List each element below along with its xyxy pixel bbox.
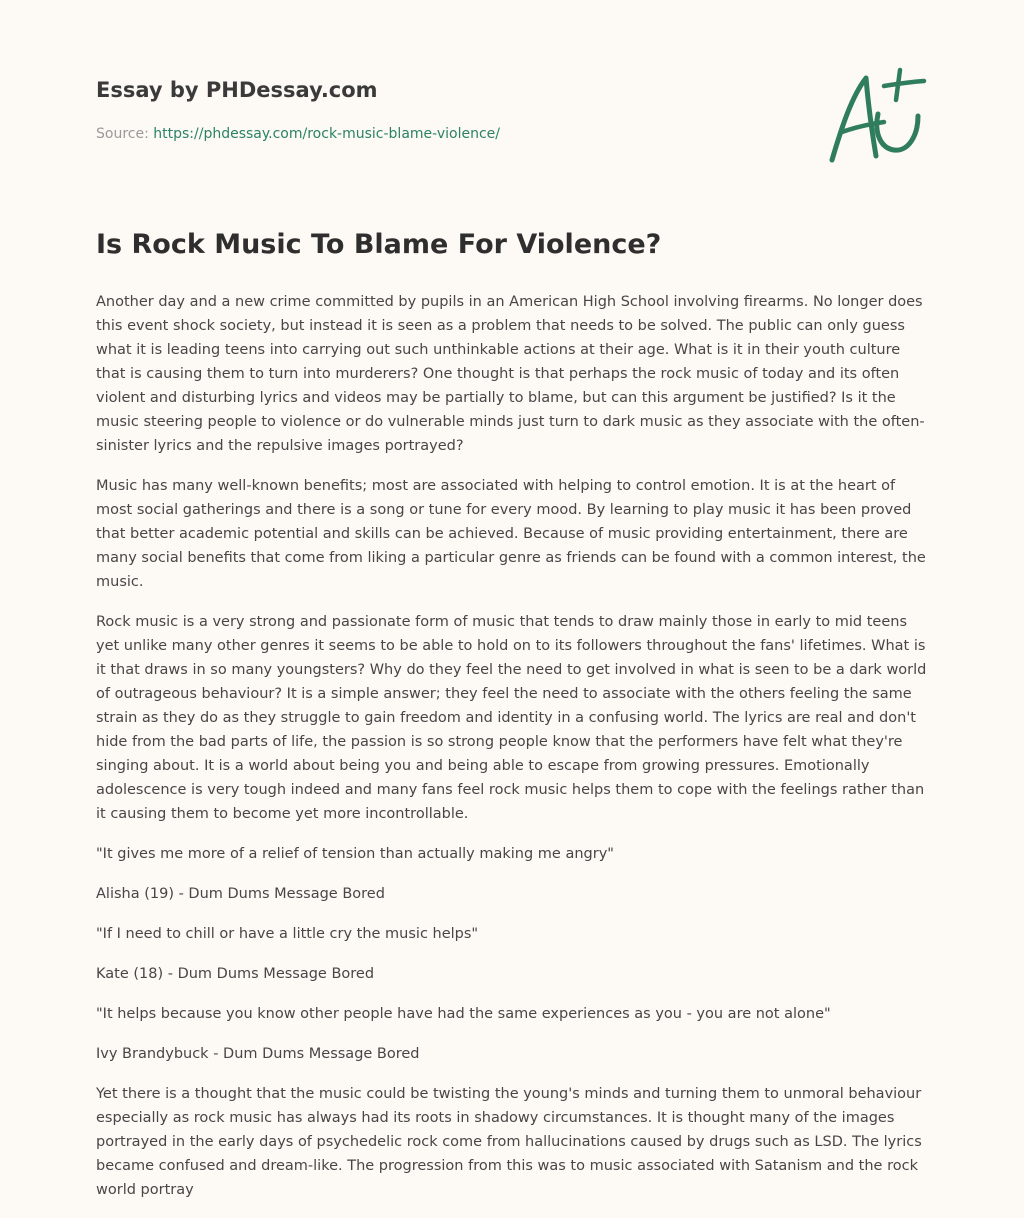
article-paragraph: Yet there is a thought that the music could be twisting the young's minds and turning them to unmoral behaviour especially as rock music has always had its roots in shadowy circumstances. It is thought many of the images portrayed in the early days of psychedelic rock come from hallucinations caused by drugs such as LSD. The lyrics became confused and dream-like. The progression from this was to music associated with Satanism and the rock world portray [96, 1086, 922, 1198]
quote-attribution: Ivy Brandybuck - Dum Dums Message Bored [96, 1046, 420, 1062]
article-quote: "If I need to chill or have a little cry the music helps" [96, 926, 479, 942]
source-link[interactable]: https://phdessay.com/rock-music-blame-violence/ [153, 126, 500, 142]
quote-attribution: Kate (18) - Dum Dums Message Bored [96, 966, 375, 982]
article-paragraph: Music has many well-known benefits; most are associated with helping to control emotion. It is at the heart of most social gatherings and there is a song or tune for every mood. By learning to play music it has been proved that better academic potential and skills can be achieved. Because of music providing entertainment, there are many social benefits that come from liking a particular genre as friends can be found with a common interest, the music. [96, 478, 926, 590]
quote-attribution: Alisha (19) - Dum Dums Message Bored [96, 886, 385, 902]
article-paragraph: Another day and a new crime committed by pupils in an American High School involving firearms. No longer does this event shock society, but instead it is seen as a problem that needs to be solved. The public can only guess what it is leading teens into carrying out such unthinkable actions at their age. What is it in their youth culture that is causing them to turn into murderers? One thought is that perhaps the rock music of today and its often violent and disturbing lyrics and videos may be partially to blame, but can this argument be justified? Is it the music steering people to violence or do vulnerable minds just turn to dark music as they associate with the often-sinister lyrics and the repulsive images portrayed? [96, 294, 925, 454]
site-brand: Essay by PHDessay.com [96, 78, 378, 102]
article-title: Is Rock Music To Blame For Violence? [96, 229, 662, 260]
page-header [96, 76, 796, 144]
a-plus-logo-icon [820, 66, 930, 166]
source-label: Source: [96, 126, 149, 142]
article-quote: "It helps because you know other people have had the same experiences as you - you are not alone" [96, 1006, 831, 1022]
article-paragraph: Rock music is a very strong and passionate form of music that tends to draw mainly those in early to mid teens yet unlike many other genres it seems to be able to hold on to its followers throughout the fans' lifetimes. What is it that draws in so many youngsters? Why do they feel the need to get involved in what is seen to be a dark world of outrageous behaviour? It is a simple answer; they feel the need to associate with the others feeling the same strain as they do as they struggle to gain freedom and identity in a confusing world. The lyrics are real and don't hide from the bad parts of life, the passion is so strong people know that the performers have felt what they're singing about. It is a world about being you and being able to escape from growing pressures. Emotionally adolescence is very tough indeed and many fans feel rock music helps them to cope with the feelings rather than it causing them to become yet more incontrollable. [96, 614, 927, 822]
source-line [96, 124, 796, 144]
article [96, 226, 930, 1218]
article-quote: "It gives me more of a relief of tension than actually making me angry" [96, 846, 614, 862]
a-plus-logo-graphic [820, 66, 930, 166]
